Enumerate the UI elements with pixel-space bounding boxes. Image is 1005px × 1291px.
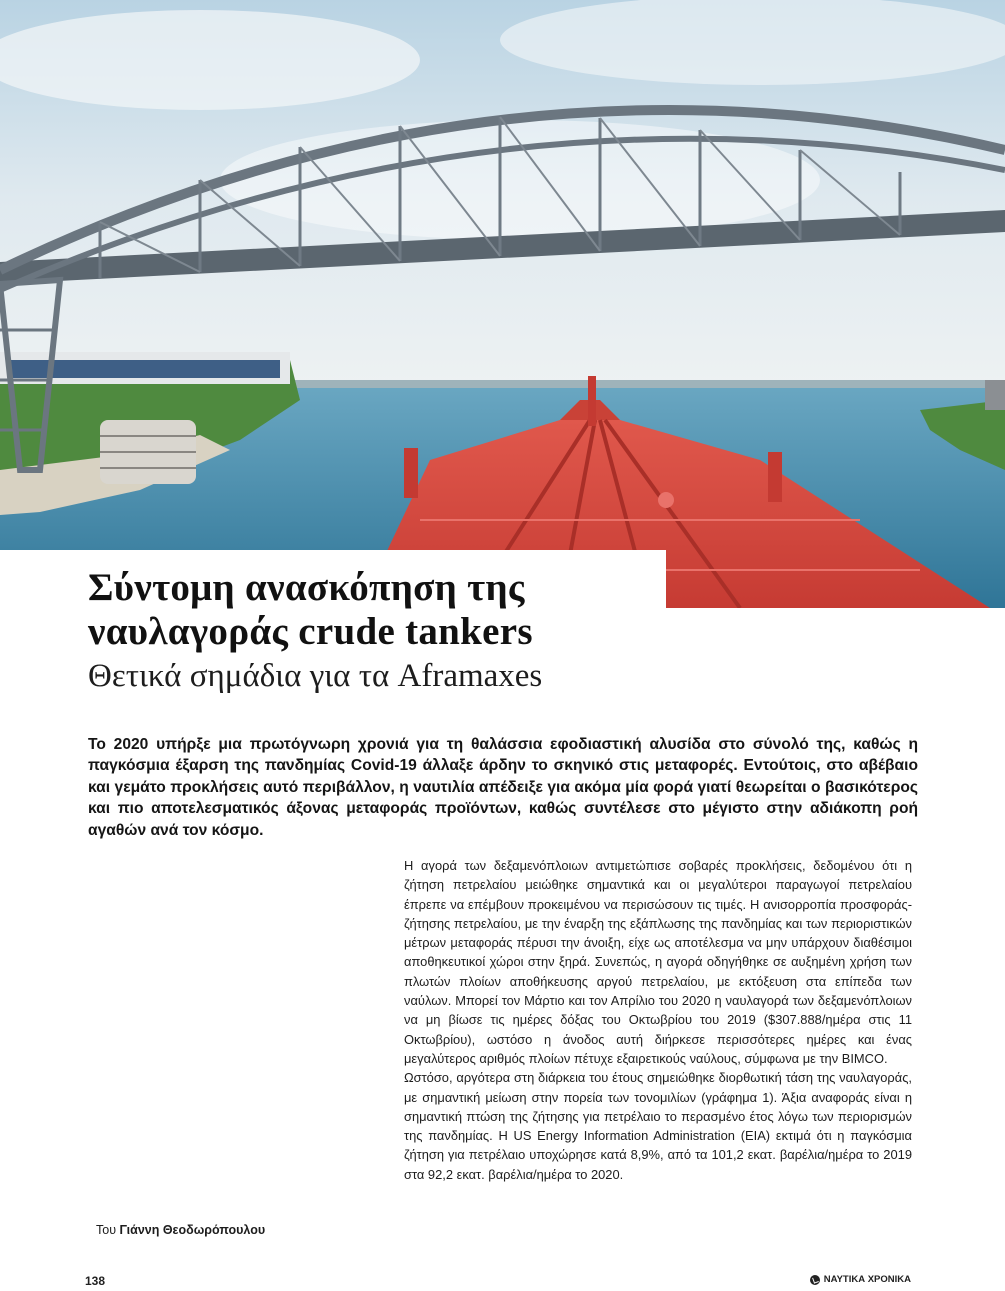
- hero-photo: [0, 0, 1005, 608]
- article-body: [404, 856, 912, 1184]
- page-number: 138: [85, 1274, 106, 1288]
- bridge-tanker-illustration: [0, 0, 1005, 608]
- article-subtitle: Θετικά σημάδια για τα Aframaxes: [88, 658, 543, 694]
- article-title-line2: ναυλαγοράς crude tankers: [88, 610, 533, 653]
- body-paragraph-2: Ωστόσο, αργότερα στη διάρκεια του έτους σημειώθηκε διορθωτική τάση της ναυλαγοράς, με σημαντική μείωση στην πορεία των τονομιλίων (γράφημα 1). Άξια αναφοράς είναι η σημαντική πτώση της ζήτησης για πετρέλαιο το περασμένο έτος λόγω των περιορισμών της πανδημίας. Η US Energy Information Administration (EIA) εκτιμά ότι η παγκόσμια ζήτηση για πετρέλαιο υποχώρησε κατά 8,9%, από τα 101,2 εκατ. βαρέλια/ημέρα το 2019 στα 92,2 εκατ. βαρέλια/ημέρα το 2020.: [404, 1070, 912, 1182]
- body-paragraph-1: Η αγορά των δεξαμενόπλοιων αντιμετώπισε σοβαρές προκλήσεις, δεδομένου ότι η ζήτηση πετρελαίου μειώθηκε σημαντικά και οι μεγαλύτεροι παραγωγοί πετρελαίου έπρεπε να επέμβουν προκειμένου να περισώσουν τις τιμές. Η ανισορροπία προσφοράς-ζήτησης πετρελαίου, με την έναρξη της εξάπλωσης της πανδημίας και των περιοριστικών μέτρων μεταφοράς πέρυσι την άνοιξη, είχε ως αποτέλεσμα να μην υπάρχουν διαθέσιμοι αποθηκευτικοί χώροι στην ξηρά. Συνεπώς, η αγορά οδηγήθηκε σε αυξημένη χρήση των πλωτών πλοίων αποθήκευσης αργού πετρελαίου, με εκτόξευση στα επίπεδα των ναύλων. Μπορεί τον Μάρτιο και τον Απρίλιο του 2020 η ναυλαγορά των δεξαμενόπλοιων να μη βίωσε τις ημέρες δόξας του Οκτωβρίου του 2019 ($307.888/ημέρα στις 11 Οκτωβρίου), ωστόσο η άνοδος αυτή διήρκεσε περισσότερες ημέρες και ένας μεγαλύτερος αριθμός πλοίων πέτυχε εξαιρετικούς ναύλους, σύμφωνα με την BIMCO.: [404, 858, 912, 1066]
- magazine-name: ΝΑΥΤΙΚΑ ΧΡΟΝΙΚΑ: [823, 1274, 911, 1285]
- magazine-logo-icon: [810, 1275, 820, 1285]
- author-name: Γιάννη Θεοδωρόπουλου: [119, 1223, 266, 1237]
- article-lead: Το 2020 υπήρξε μια πρωτόγνωρη χρονιά για τη θαλάσσια εφοδιαστική αλυσίδα στο σύνολό της, καθώς η παγκόσμια έξαρση της πανδημίας Covid-19 άλλαξε άρδην το σκηνικό στις μεταφορές. Εντούτοις, στο αβέβαιο και γεμάτο προκλήσεις αυτό περιβάλλον, η ναυτιλία απέδειξε για ακόμα μία φορά γιατί θεωρείται ο βασικότερος και πιο αποτελεσματικός άξονας μεταφοράς προϊόντων, καθώς συντέλεσε στο μέγιστο στην αδιάκοπη ροή αγαθών ανά τον κόσμο.: [88, 736, 918, 839]
- author-prefix: Του: [96, 1223, 117, 1237]
- article-title-line1: Σύντομη ανασκόπηση της: [88, 566, 525, 609]
- magazine-footer: [810, 1274, 911, 1285]
- article-title: [88, 566, 533, 654]
- author-byline: [96, 1223, 265, 1237]
